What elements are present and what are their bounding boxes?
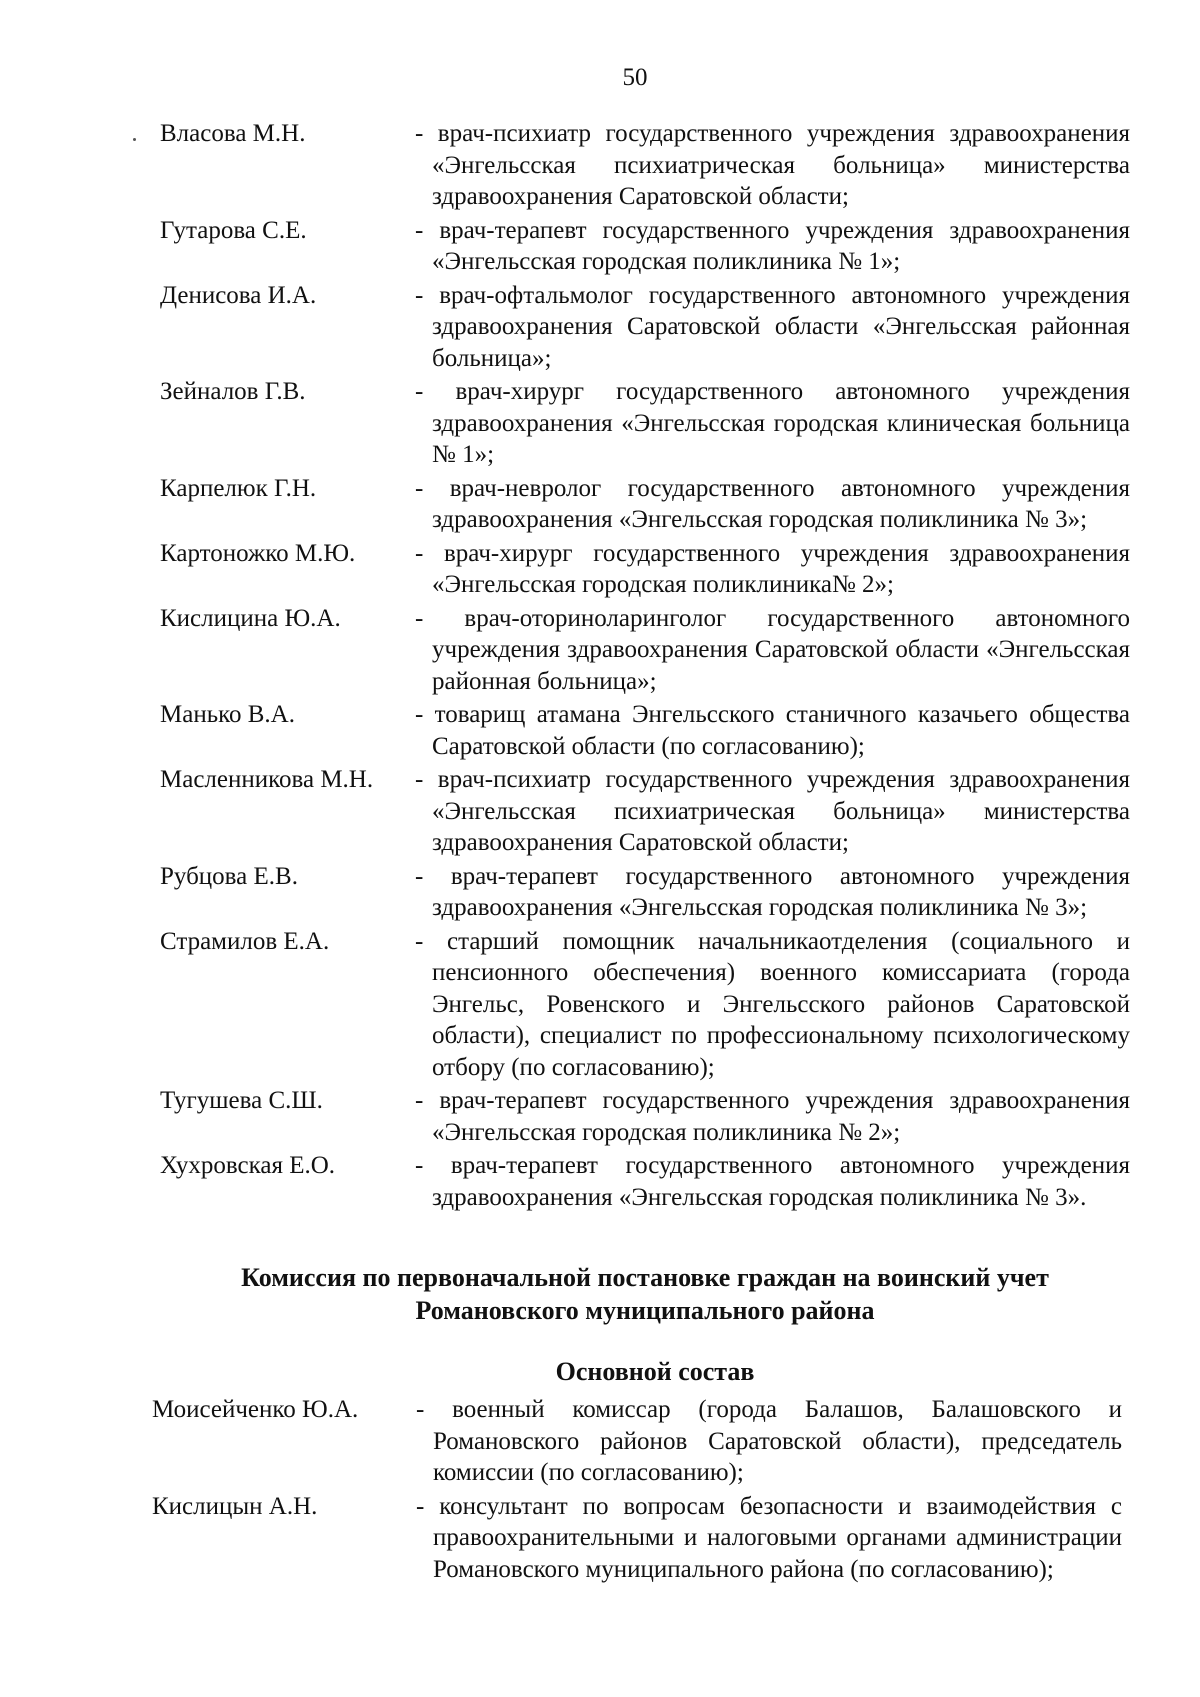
member-name: Гутарова С.Е. bbox=[160, 216, 307, 244]
member-description: - товарищ атамана Энгельсского станичного казачьего общества Саратовской области (по согласованию); bbox=[415, 701, 1130, 760]
member-entry bbox=[160, 603, 1130, 698]
member-name: Картоножко М.Ю. bbox=[160, 539, 356, 567]
member-name: Тугушева С.Ш. bbox=[160, 1087, 323, 1114]
member-entry bbox=[160, 764, 1130, 859]
member-name: Манько В.А. bbox=[160, 701, 295, 728]
member-entry bbox=[152, 1394, 1122, 1489]
member-entry bbox=[160, 473, 1130, 536]
member-entry bbox=[160, 1085, 1130, 1148]
member-description: - врач-хирург государственного учреждения здравоохранения «Энгельсская городская поликлиника№ 2»; bbox=[415, 539, 1130, 598]
member-entry bbox=[160, 280, 1130, 375]
member-description: - врач-оториноларинголог государственного автономного учреждения здравоохранения Саратовской области «Энгельсская районная больница»; bbox=[415, 604, 1130, 695]
member-entry bbox=[160, 215, 1130, 278]
member-name: Власова М.Н. bbox=[160, 120, 306, 147]
member-name: Моисейченко Ю.А. bbox=[152, 1396, 359, 1423]
commission-title-line-1: Комиссия по первоначальной постановке граждан на воинский учет bbox=[241, 1263, 1049, 1292]
member-name: Кислицина Ю.А. bbox=[160, 604, 341, 632]
scan-dot bbox=[133, 138, 136, 141]
member-description: - врач-терапевт государственного автономного учреждения здравоохранения «Энгельсская городская поликлиника № 3»; bbox=[415, 862, 1130, 921]
member-entry bbox=[160, 118, 1130, 213]
member-description: - консультант по вопросам безопасности и взаимодействия с правоохранительными и налоговыми органами администрации Романовского муниципального района (по согласованию); bbox=[416, 1492, 1122, 1583]
member-entry bbox=[160, 1150, 1130, 1213]
commission-title bbox=[160, 1261, 1130, 1327]
member-description: - врач-терапевт государственного учреждения здравоохранения «Энгельсская городская поликлиника № 2»; bbox=[415, 1087, 1130, 1146]
members-list bbox=[160, 118, 1130, 1215]
member-name: Денисова И.А. bbox=[160, 281, 317, 309]
member-description: - старший помощник начальникаотделения (социального и пенсионного обеспечения) военного комиссариата (города Энгельс, Ровенского и Энгельсского районов Саратовской области), специалист по профессиональному психологическому отбору (по согласованию); bbox=[415, 927, 1130, 1081]
member-name: Хухровская Е.О. bbox=[160, 1152, 336, 1179]
member-description: - военный комиссар (города Балашов, Балашовского и Романовского районов Саратовской области), председатель комиссии (по согласованию); bbox=[416, 1396, 1122, 1486]
member-description: - врач-психиатр государственного учреждения здравоохранения «Энгельсская психиатрическая больница» министерства здравоохранения Саратовской области; bbox=[415, 120, 1130, 210]
member-entry bbox=[152, 1491, 1122, 1586]
member-name: Страмилов Е.А. bbox=[160, 927, 330, 955]
member-name: Рубцова Е.В. bbox=[160, 862, 298, 890]
commission-title-line-2: Романовского муниципального района bbox=[415, 1296, 875, 1325]
member-entry bbox=[160, 926, 1130, 1084]
member-description: - врач-терапевт государственного автономного учреждения здравоохранения «Энгельсская городская поликлиника № 3». bbox=[415, 1152, 1130, 1211]
member-description: - врач-психиатр государственного учреждения здравоохранения «Энгельсская психиатрическая больница» министерства здравоохранения Саратовской области; bbox=[415, 766, 1130, 856]
member-name: Масленникова М.Н. bbox=[160, 766, 374, 793]
member-description: - врач-терапевт государственного учреждения здравоохранения «Энгельсская городская поликлиника № 1»; bbox=[415, 216, 1130, 275]
main-members-list bbox=[152, 1394, 1122, 1587]
member-name: Зейналов Г.В. bbox=[160, 378, 306, 405]
page-number: 50 bbox=[622, 64, 648, 91]
member-name: Карпелюк Г.Н. bbox=[160, 474, 317, 502]
member-name: Кислицын А.Н. bbox=[152, 1492, 318, 1520]
member-description: - врач-хирург государственного автономного учреждения здравоохранения «Энгельсская городская клиническая больница № 1»; bbox=[415, 378, 1130, 468]
commission-subtitle: Основной состав bbox=[555, 1357, 755, 1386]
member-entry bbox=[160, 861, 1130, 924]
member-entry bbox=[160, 376, 1130, 471]
member-description: - врач-невролог государственного автономного учреждения здравоохранения «Энгельсская городская поликлиника № 3»; bbox=[415, 474, 1130, 533]
member-entry bbox=[160, 699, 1130, 762]
member-entry bbox=[160, 538, 1130, 601]
member-description: - врач-офтальмолог государственного автономного учреждения здравоохранения Саратовской области «Энгельсская районная больница»; bbox=[415, 281, 1130, 372]
